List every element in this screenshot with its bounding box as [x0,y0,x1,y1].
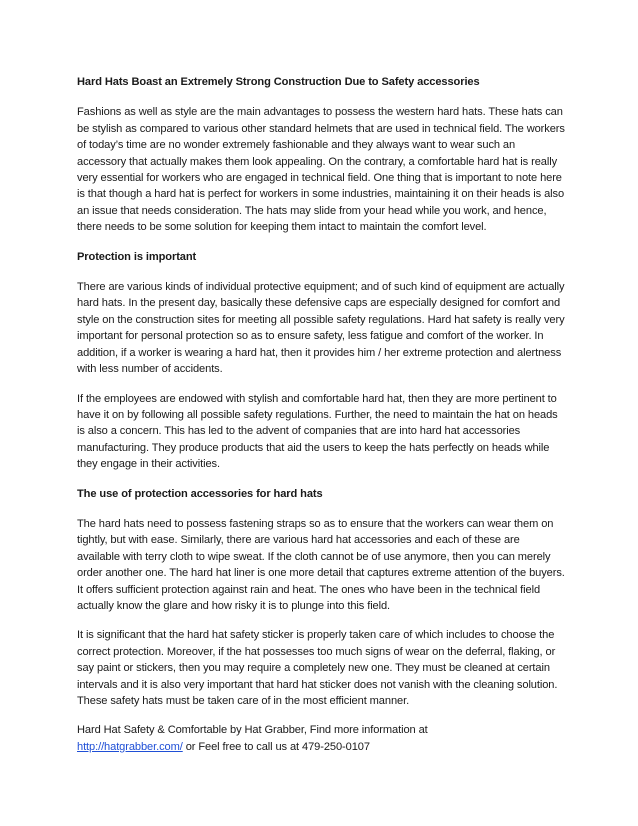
protection-paragraph-1: There are various kinds of individual protective equipment; and of such kind of equipment are actually hard hats. In the present day, basically these defensive caps are especially designed for comfort and style on the construction sites for meeting all possible safety regulations. Hard hat safety is really very important for personal protection so as to ensure safety, less fatigue and comfort of the worker. In addition, if a worker is wearing a hard hat, then it provides him / her extreme protection and alertness with less number of accidents. [77,281,565,376]
section-heading-protection: Protection is important [77,250,197,263]
document-page [77,74,565,755]
footer-line-2 [77,739,565,755]
section-heading-accessories: The use of protection accessories for hard hats [77,487,323,500]
intro-paragraph: Fashions as well as style are the main advantages to possess the western hard hats. These hats can be stylish as compared to various other standard helmets that are used in technical field. The workers of today’s time are no wonder extremely fashionable and they always want to wear such an accessory that actually makes them look appealing. On the contrary, a comfortable hard hat is really very essential for workers who are engaged in technical field. One thing that is important to note here is that though a hard hat is perfect for workers in some industries, maintaining it on their heads is also an issue that needs consideration. The hats may slide from your head while you work, and hence, there needs to be some solution for keeping them intact to maintain the comfort level. [77,106,565,234]
document-title: Hard Hats Boast an Extremely Strong Construction Due to Safety accessories [77,76,480,88]
footer-contact-text: or Feel free to call us at 479-250-0107 [182,740,370,753]
website-link[interactable]: http://hatgrabber.com/ [77,740,183,753]
footer [77,722,565,755]
footer-line-1: Hard Hat Safety & Comfortable by Hat Grabber, Find more information at [77,724,428,737]
protection-paragraph-2: If the employees are endowed with stylish and comfortable hard hat, then they are more pertinent to have it on by following all possible safety regulations. Further, the need to maintain the hat on heads is also a concern. This has led to the advent of companies that are into hard hat accessories manufacturing. They produce products that aid the users to keep the hats perfectly on heads while they engage in their activities. [77,392,558,471]
accessories-paragraph-2: It is significant that the hard hat safety sticker is properly taken care of which includes to choose the correct protection. Moreover, if the hat possesses too much signs of wear on the deferral, flaking, or say paint or stickers, then you may require a completely new one. They must be cleaned at certain intervals and it is also very important that hard hat sticker does not vanish with the cleaning solution. These safety hats must be taken care of in the most efficient manner. [77,629,558,707]
accessories-paragraph-1: The hard hats need to possess fastening straps so as to ensure that the workers can wear them on tightly, but with ease. Similarly, there are various hard hat accessories and each of these are available with terry cloth to wipe sweat. If the cloth cannot be of use anymore, then you can merely order another one. The hard hat liner is one more detail that captures extreme attention of the buyers. It offers sufficient protection against rain and heat. The ones who have been in the technical field actually know the glare and how risky it is to plunge into this field. [77,517,565,612]
